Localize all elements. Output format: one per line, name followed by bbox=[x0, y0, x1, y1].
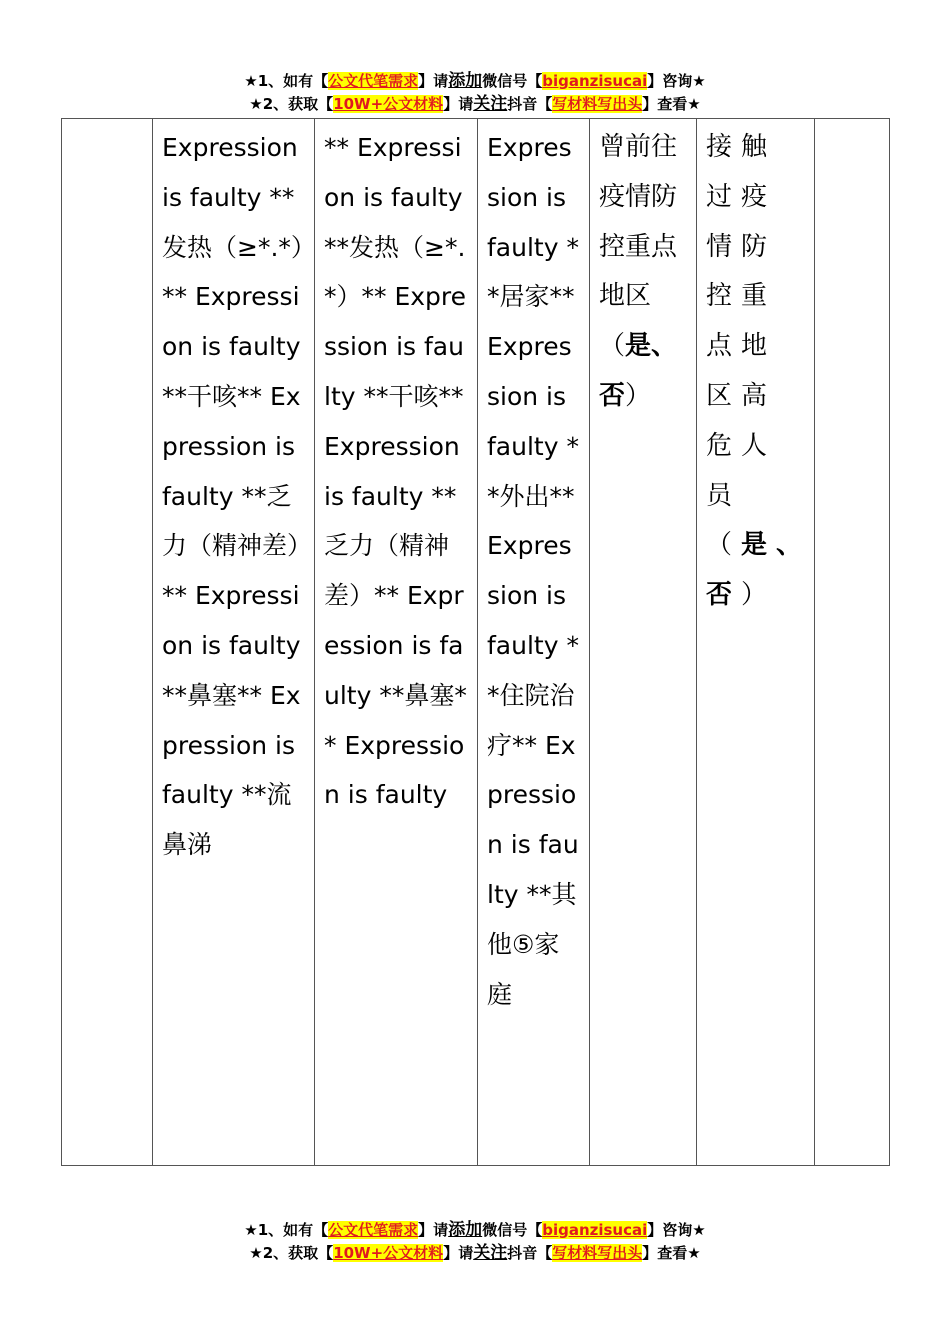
banner-text: 】请 bbox=[443, 1244, 474, 1262]
question-text-end: ） bbox=[625, 380, 652, 411]
banner-underline: 关注 bbox=[473, 94, 508, 114]
banner-line-1 bbox=[0, 70, 950, 93]
question-text: 接触过疫情防控重点地区高危人员（ bbox=[706, 132, 777, 561]
table-cell-empty-left bbox=[62, 119, 153, 1166]
banner-highlight: 公文代笔需求 bbox=[328, 1221, 419, 1239]
header-banner bbox=[0, 70, 950, 116]
question-options: 是、否 bbox=[599, 331, 678, 411]
banner-text: ★1、如有【 bbox=[244, 1221, 329, 1239]
question-text-end: ） bbox=[741, 580, 777, 611]
banner-highlight: 写材料写出头 bbox=[552, 95, 643, 113]
table-cell-symptoms-a: Expression is faulty **发热（≥*.*）** Expression is faulty **干咳** Expression is faulty **乏力（精神差）** Expression is faulty **鼻塞** Expression is faulty **流鼻涕 bbox=[153, 119, 315, 1166]
banner-underline: 添加 bbox=[448, 1220, 483, 1240]
banner-text: 】查看★ bbox=[642, 95, 701, 113]
banner-highlight: 公文代笔需求 bbox=[328, 72, 419, 90]
table-cell-status: Expression is faulty **居家** Expression is faulty **外出** Expression is faulty **住院治疗** Expression is faulty **其他⑤家庭 bbox=[478, 119, 590, 1166]
banner-underline: 添加 bbox=[448, 71, 483, 91]
banner-text: 】查看★ bbox=[642, 1244, 701, 1262]
banner-line-2 bbox=[0, 93, 950, 116]
table-row bbox=[62, 119, 890, 1166]
banner-text: 】请 bbox=[418, 72, 449, 90]
banner-underline: 关注 bbox=[473, 1243, 508, 1263]
banner-highlight: 10W+公文材料 bbox=[333, 1244, 444, 1262]
table-cell-travel-question bbox=[590, 119, 697, 1166]
banner-text: 抖音【 bbox=[507, 1244, 553, 1262]
banner-text: ★1、如有【 bbox=[244, 72, 329, 90]
banner-highlight: 写材料写出头 bbox=[552, 1244, 643, 1262]
banner-text: ★2、获取【 bbox=[249, 1244, 334, 1262]
question-text: 曾前往疫情防控重点地区（ bbox=[599, 132, 678, 362]
banner-text: 】请 bbox=[443, 95, 474, 113]
banner-line-2 bbox=[0, 1242, 950, 1265]
banner-line-1 bbox=[0, 1219, 950, 1242]
banner-text: 微信号【 bbox=[482, 72, 543, 90]
banner-highlight: biganzisucai bbox=[542, 72, 648, 90]
table-cell-contact-question bbox=[697, 119, 815, 1166]
banner-text: 】咨询★ bbox=[647, 72, 706, 90]
survey-table bbox=[61, 118, 890, 1166]
banner-text: 微信号【 bbox=[482, 1221, 543, 1239]
banner-highlight: 10W+公文材料 bbox=[333, 95, 444, 113]
footer-banner bbox=[0, 1219, 950, 1265]
banner-text: 抖音【 bbox=[507, 95, 553, 113]
banner-text: ★2、获取【 bbox=[249, 95, 334, 113]
table-cell-symptoms-b: ** Expression is faulty **发热（≥*.*）** Expression is faulty **干咳** Expression is faulty **乏力（精神差）** Expression is faulty **鼻塞** Expression is faulty bbox=[315, 119, 478, 1166]
banner-text: 】咨询★ bbox=[647, 1221, 706, 1239]
table-cell-empty-right bbox=[815, 119, 890, 1166]
banner-highlight: biganzisucai bbox=[542, 1221, 648, 1239]
question-options: 是、否 bbox=[706, 530, 812, 611]
banner-text: 】请 bbox=[418, 1221, 449, 1239]
